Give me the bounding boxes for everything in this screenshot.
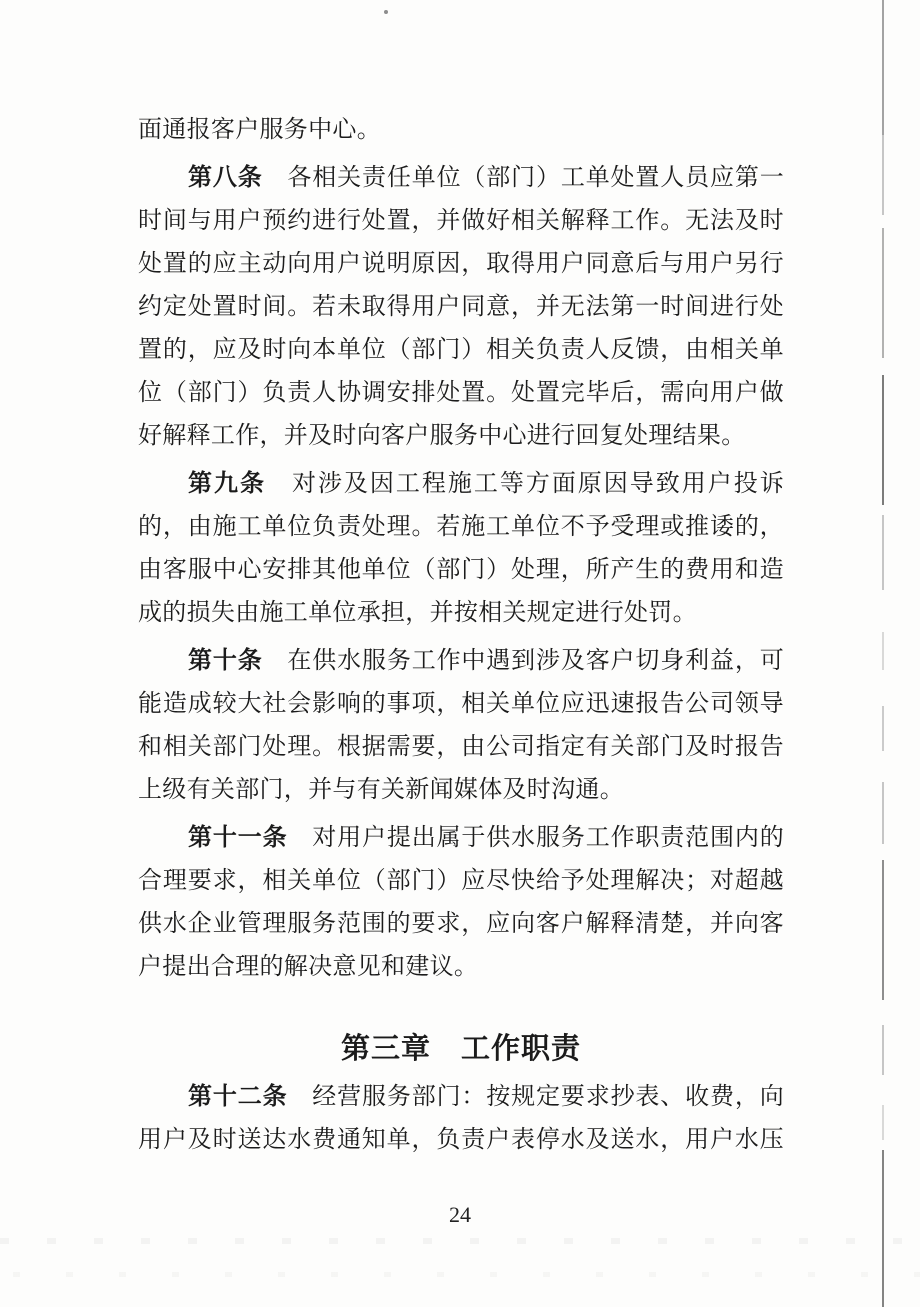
scan-line-artifact — [882, 860, 884, 1000]
text-line — [138, 415, 784, 458]
text-run: 和相关部门处理。根据需要，由公司指定有关部门及时报告 — [138, 734, 784, 760]
text-run: 用户及时送达水费通知单，负责户表停水及送水，用户水压 — [138, 1127, 784, 1153]
text-run: 时间与用户预约进行处置，并做好相关解释工作。无法及时 — [138, 208, 784, 234]
para-continuation — [138, 109, 784, 152]
article-number-label: 第八条 — [188, 165, 263, 191]
article-number-label: 第十一条 — [188, 825, 288, 851]
scan-line-artifact — [882, 1025, 884, 1075]
text-line — [138, 243, 784, 286]
text-line — [138, 946, 784, 989]
para-article-8 — [138, 157, 784, 458]
text-line — [138, 1119, 784, 1162]
para-article-9 — [138, 463, 784, 635]
text-run: 处置的应主动向用户说明原因，取得用户同意后与用户另行 — [138, 251, 784, 277]
text-line — [138, 817, 784, 860]
scan-line-artifact — [882, 706, 884, 751]
article-number-label: 第十二条 — [188, 1084, 288, 1110]
text-run: 成的损失由施工单位承担，并按相关规定进行处罚。 — [138, 600, 697, 626]
text-line — [138, 860, 784, 903]
text-line — [138, 506, 784, 549]
text-run: 上级有关部门，并与有关新闻媒体及时沟通。 — [138, 777, 624, 803]
text-line — [138, 200, 784, 243]
chapter-heading — [138, 1028, 784, 1071]
text-line — [138, 592, 784, 635]
article-number-label: 第九条 — [188, 471, 266, 497]
text-run: 好解释工作，并及时向客户服务中心进行回复处理结果。 — [138, 423, 746, 449]
text-line — [138, 549, 784, 592]
text-run: 对涉及因工程施工等方面原因导致用户投诉 — [265, 471, 785, 497]
text-run: 经营服务部门：按规定要求抄表、收费，向 — [287, 1084, 785, 1110]
text-line — [138, 640, 784, 683]
text-line — [138, 157, 784, 200]
text-run: 供水企业管理服务范围的要求，应向客户解释清楚，并向客 — [138, 911, 784, 937]
article-number-label: 第十条 — [188, 648, 263, 674]
scan-line-artifact — [882, 228, 884, 358]
scan-line-artifact — [882, 375, 884, 505]
text-line — [138, 286, 784, 329]
text-run: 的，由施工单位负责处理。若施工单位不予受理或推诿的， — [138, 514, 784, 540]
text-line — [138, 109, 784, 152]
text-line — [138, 372, 784, 415]
text-run: 户提出合理的解决意见和建议。 — [138, 954, 479, 980]
text-line — [138, 1028, 784, 1071]
text-run: 置的，应及时向本单位（部门）相关负责人反馈，由相关单 — [138, 337, 784, 363]
scan-line-artifact — [882, 632, 884, 670]
text-line — [138, 769, 784, 812]
text-line — [138, 726, 784, 769]
scan-line-artifact — [882, 782, 884, 844]
page-number: 24 — [449, 1202, 471, 1227]
para-article-10 — [138, 640, 784, 812]
text-run: 合理要求，相关单位（部门）应尽快给予处理解决；对超越 — [138, 868, 784, 894]
text-run: 对用户提出属于供水服务工作职责范围内的 — [287, 825, 785, 851]
document-body — [138, 109, 784, 1162]
text-line — [138, 683, 784, 726]
text-line — [138, 903, 784, 946]
scan-line-artifact — [882, 135, 884, 215]
article-number-label: 第三章 工作职责 — [340, 1033, 581, 1065]
text-run: 约定处置时间。若未取得用户同意，并无法第一时间进行处 — [138, 294, 784, 320]
text-run: 各相关责任单位（部门）工单处置人员应第一 — [262, 165, 784, 191]
scan-speck-artifact — [384, 10, 388, 14]
text-run: 面通报客户服务中心。 — [138, 117, 381, 143]
text-line — [138, 329, 784, 372]
scan-line-artifact — [882, 1105, 884, 1140]
text-run: 在供水服务工作中遇到涉及客户切身利益，可 — [262, 648, 784, 674]
scan-line-artifact — [882, 515, 884, 590]
para-article-11 — [138, 817, 784, 989]
text-line — [138, 463, 784, 506]
text-run: 由客服中心安排其他单位（部门）处理，所产生的费用和造 — [138, 557, 784, 583]
text-line — [138, 1076, 784, 1119]
text-run: 能造成较大社会影响的事项，相关单位应迅速报告公司领导 — [138, 691, 784, 717]
scan-line-artifact — [882, 0, 884, 135]
text-run: 位（部门）负责人协调安排处置。处置完毕后，需向用户做 — [138, 380, 784, 406]
para-article-12 — [138, 1076, 784, 1162]
